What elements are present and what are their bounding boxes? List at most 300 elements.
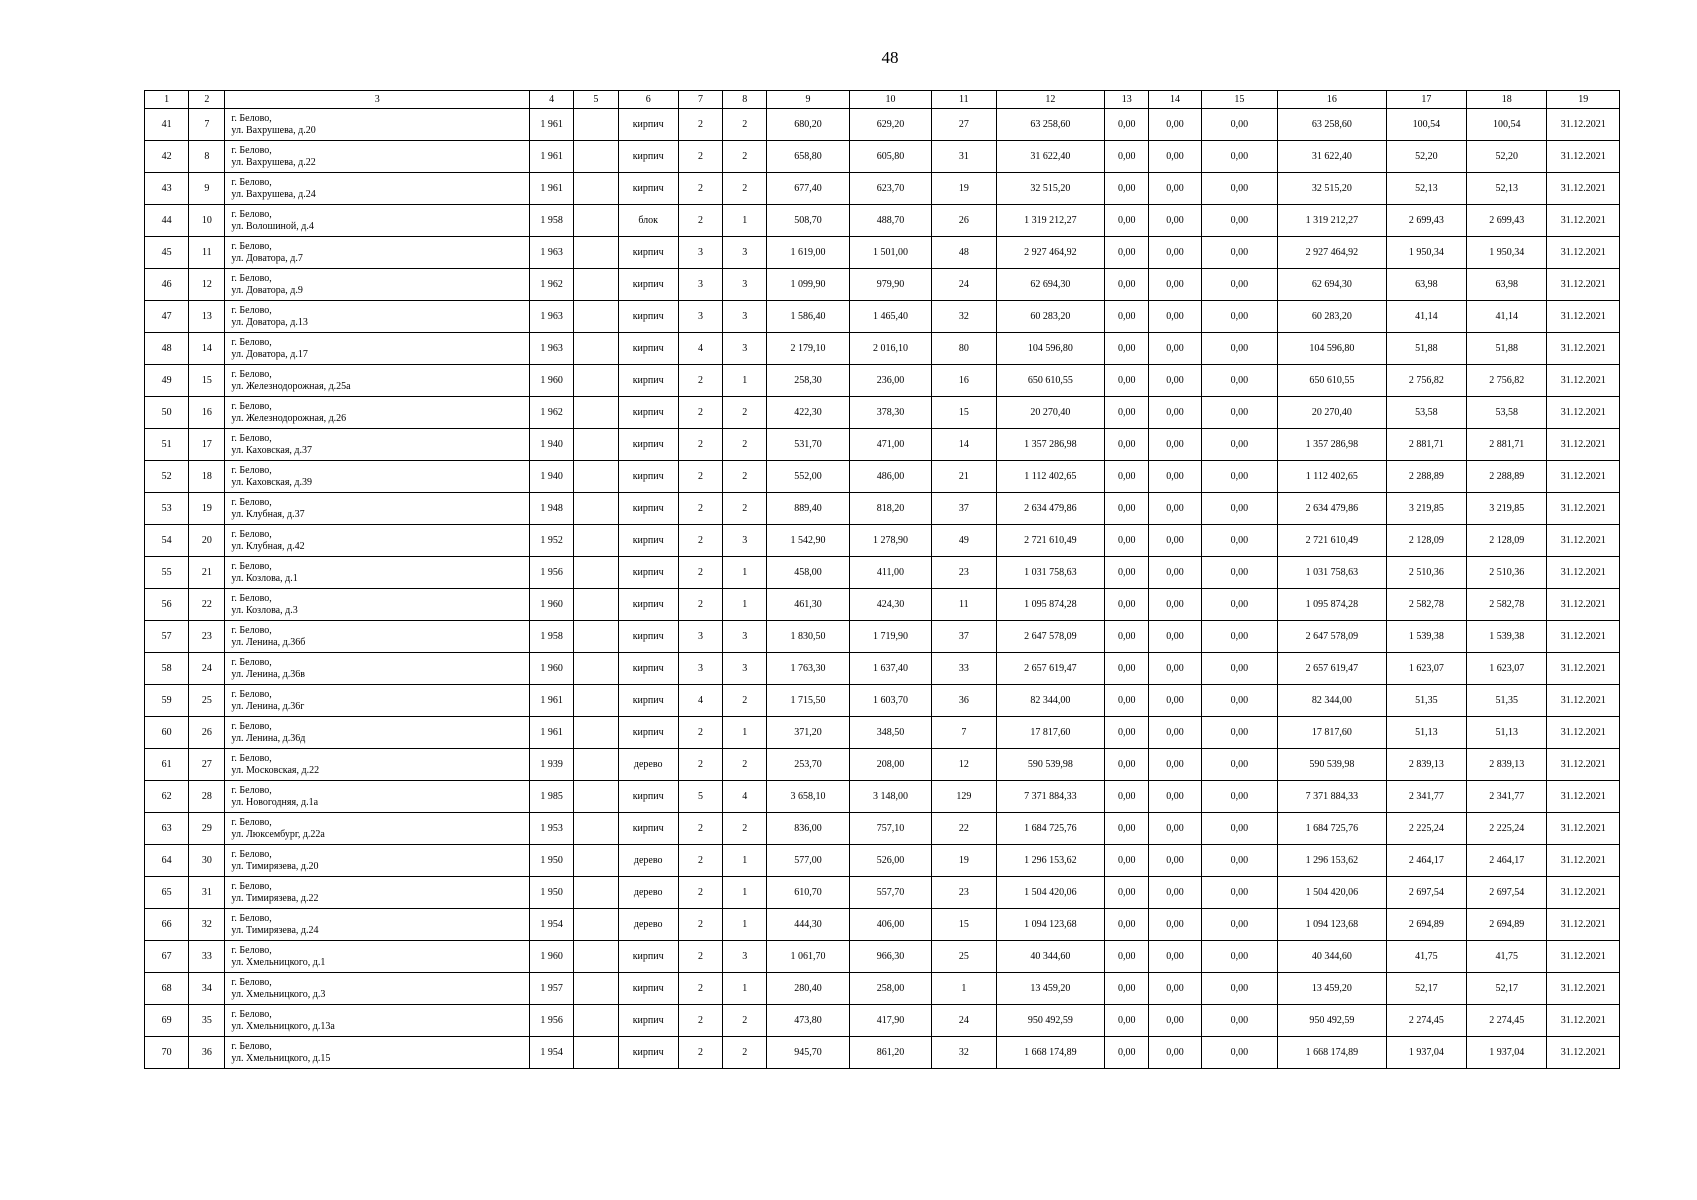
cell-col-8: 2 [723,397,767,429]
cell-col-16: 13 459,20 [1278,973,1387,1005]
address-cell [225,781,530,813]
cell-col-17: 51,88 [1386,333,1466,365]
cell-col-16: 62 694,30 [1278,269,1387,301]
cell-col-5 [574,205,618,237]
cell-col-19: 31.12.2021 [1547,1005,1620,1037]
address-city: г. Белово, [231,144,272,156]
cell-col-10: 979,90 [849,269,931,301]
cell-col-13: 0,00 [1105,1005,1149,1037]
cell-col-9: 945,70 [767,1037,849,1069]
cell-col-7: 2 [678,557,722,589]
cell-col-5 [574,909,618,941]
cell-col-5 [574,589,618,621]
cell-col-14: 0,00 [1149,941,1201,973]
cell-col-19: 31.12.2021 [1547,461,1620,493]
cell-col-11: 48 [932,237,996,269]
address-city: г. Белово, [231,560,272,572]
cell-col-11: 14 [932,429,996,461]
cell-col-19: 31.12.2021 [1547,365,1620,397]
address-street: ул. Доватора, д.17 [231,348,308,360]
cell-col-19: 31.12.2021 [1547,717,1620,749]
table-row [145,269,1620,301]
cell-col-2: 27 [189,749,225,781]
cell-col-6: кирпич [618,685,678,717]
cell-col-9: 1 542,90 [767,525,849,557]
cell-col-4: 1 960 [530,589,574,621]
cell-col-6: дерево [618,877,678,909]
cell-col-5 [574,877,618,909]
address-cell [225,941,530,973]
cell-col-12: 17 817,60 [996,717,1105,749]
cell-col-2: 24 [189,653,225,685]
cell-col-9: 1 586,40 [767,301,849,333]
cell-col-12: 1 357 286,98 [996,429,1105,461]
cell-col-8: 2 [723,685,767,717]
cell-col-14: 0,00 [1149,749,1201,781]
cell-col-8: 1 [723,589,767,621]
cell-col-10: 3 148,00 [849,781,931,813]
cell-col-6: кирпич [618,333,678,365]
cell-col-14: 0,00 [1149,397,1201,429]
cell-col-14: 0,00 [1149,237,1201,269]
address-street: ул. Козлова, д.3 [231,604,298,616]
cell-col-12: 650 610,55 [996,365,1105,397]
cell-col-8: 1 [723,845,767,877]
cell-col-11: 31 [932,141,996,173]
cell-col-4: 1 939 [530,749,574,781]
cell-col-18: 52,20 [1467,141,1547,173]
cell-col-18: 52,17 [1467,973,1547,1005]
cell-col-13: 0,00 [1105,1037,1149,1069]
cell-col-15: 0,00 [1201,493,1277,525]
cell-col-10: 348,50 [849,717,931,749]
cell-col-8: 2 [723,141,767,173]
cell-col-1: 68 [145,973,189,1005]
cell-col-16: 63 258,60 [1278,109,1387,141]
cell-col-18: 2 225,24 [1467,813,1547,845]
cell-col-17: 52,20 [1386,141,1466,173]
table-row [145,333,1620,365]
cell-col-4: 1 958 [530,205,574,237]
table-body [145,109,1620,1069]
cell-col-11: 24 [932,269,996,301]
address-street: ул. Каховская, д.37 [231,444,313,456]
cell-col-14: 0,00 [1149,173,1201,205]
cell-col-9: 577,00 [767,845,849,877]
cell-col-5 [574,1005,618,1037]
cell-col-8: 1 [723,365,767,397]
cell-col-19: 31.12.2021 [1547,109,1620,141]
cell-col-18: 3 219,85 [1467,493,1547,525]
cell-col-7: 2 [678,877,722,909]
cell-col-19: 31.12.2021 [1547,589,1620,621]
address-city: г. Белово, [231,240,272,252]
cell-col-11: 15 [932,909,996,941]
cell-col-1: 50 [145,397,189,429]
cell-col-6: кирпич [618,1005,678,1037]
cell-col-18: 51,88 [1467,333,1547,365]
cell-col-9: 658,80 [767,141,849,173]
address-city: г. Белово, [231,432,272,444]
address-cell [225,109,530,141]
cell-col-19: 31.12.2021 [1547,1037,1620,1069]
cell-col-4: 1 950 [530,845,574,877]
cell-col-16: 650 610,55 [1278,365,1387,397]
cell-col-18: 2 288,89 [1467,461,1547,493]
cell-col-5 [574,557,618,589]
table-row [145,621,1620,653]
cell-col-16: 104 596,80 [1278,333,1387,365]
cell-col-19: 31.12.2021 [1547,877,1620,909]
address-cell [225,909,530,941]
cell-col-7: 2 [678,973,722,1005]
address-cell [225,621,530,653]
cell-col-17: 2 694,89 [1386,909,1466,941]
cell-col-9: 458,00 [767,557,849,589]
cell-col-14: 0,00 [1149,845,1201,877]
table-row [145,909,1620,941]
cell-col-18: 53,58 [1467,397,1547,429]
cell-col-12: 1 031 758,63 [996,557,1105,589]
address-cell [225,141,530,173]
column-header-3: 3 [225,91,530,109]
cell-col-4: 1 956 [530,557,574,589]
cell-col-10: 861,20 [849,1037,931,1069]
address-city: г. Белово, [231,176,272,188]
cell-col-2: 7 [189,109,225,141]
cell-col-17: 2 756,82 [1386,365,1466,397]
cell-col-2: 25 [189,685,225,717]
cell-col-1: 54 [145,525,189,557]
cell-col-10: 208,00 [849,749,931,781]
address-city: г. Белово, [231,624,272,636]
address-cell [225,173,530,205]
cell-col-19: 31.12.2021 [1547,909,1620,941]
cell-col-14: 0,00 [1149,781,1201,813]
cell-col-17: 2 274,45 [1386,1005,1466,1037]
cell-col-12: 60 283,20 [996,301,1105,333]
cell-col-4: 1 953 [530,813,574,845]
cell-col-16: 20 270,40 [1278,397,1387,429]
cell-col-1: 41 [145,109,189,141]
cell-col-13: 0,00 [1105,781,1149,813]
table-row [145,237,1620,269]
address-city: г. Белово, [231,272,272,284]
cell-col-11: 36 [932,685,996,717]
cell-col-17: 3 219,85 [1386,493,1466,525]
cell-col-4: 1 961 [530,717,574,749]
column-header-4: 4 [530,91,574,109]
table-row [145,813,1620,845]
cell-col-16: 31 622,40 [1278,141,1387,173]
cell-col-14: 0,00 [1149,301,1201,333]
cell-col-10: 623,70 [849,173,931,205]
cell-col-8: 1 [723,877,767,909]
cell-col-2: 26 [189,717,225,749]
address-street: ул. Клубная, д.37 [231,508,305,520]
cell-col-6: блок [618,205,678,237]
cell-col-19: 31.12.2021 [1547,397,1620,429]
cell-col-10: 2 016,10 [849,333,931,365]
cell-col-7: 2 [678,109,722,141]
cell-col-16: 60 283,20 [1278,301,1387,333]
cell-col-13: 0,00 [1105,589,1149,621]
cell-col-15: 0,00 [1201,301,1277,333]
column-header-16: 16 [1278,91,1387,109]
address-city: г. Белово, [231,1040,272,1052]
cell-col-5 [574,429,618,461]
cell-col-12: 2 927 464,92 [996,237,1105,269]
cell-col-9: 680,20 [767,109,849,141]
cell-col-18: 51,35 [1467,685,1547,717]
address-city: г. Белово, [231,912,272,924]
cell-col-11: 24 [932,1005,996,1037]
address-cell [225,493,530,525]
address-street: ул. Новогодняя, д.1а [231,796,319,808]
cell-col-8: 3 [723,941,767,973]
cell-col-2: 28 [189,781,225,813]
cell-col-9: 461,30 [767,589,849,621]
column-header-17: 17 [1386,91,1466,109]
cell-col-2: 21 [189,557,225,589]
address-cell [225,813,530,845]
cell-col-19: 31.12.2021 [1547,301,1620,333]
cell-col-10: 966,30 [849,941,931,973]
cell-col-13: 0,00 [1105,493,1149,525]
cell-col-6: кирпич [618,941,678,973]
cell-col-1: 48 [145,333,189,365]
cell-col-14: 0,00 [1149,141,1201,173]
cell-col-13: 0,00 [1105,237,1149,269]
cell-col-8: 2 [723,493,767,525]
cell-col-18: 1 950,34 [1467,237,1547,269]
cell-col-15: 0,00 [1201,717,1277,749]
cell-col-14: 0,00 [1149,493,1201,525]
address-street: ул. Каховская, д.39 [231,476,313,488]
cell-col-15: 0,00 [1201,941,1277,973]
cell-col-1: 60 [145,717,189,749]
cell-col-15: 0,00 [1201,877,1277,909]
cell-col-8: 2 [723,1037,767,1069]
cell-col-6: дерево [618,909,678,941]
cell-col-13: 0,00 [1105,525,1149,557]
address-city: г. Белово, [231,720,272,732]
cell-col-4: 1 961 [530,141,574,173]
cell-col-19: 31.12.2021 [1547,845,1620,877]
cell-col-14: 0,00 [1149,589,1201,621]
column-header-2: 2 [189,91,225,109]
address-street: ул. Хмельницкого, д.15 [231,1052,331,1064]
cell-col-19: 31.12.2021 [1547,141,1620,173]
cell-col-6: кирпич [618,237,678,269]
cell-col-5 [574,141,618,173]
cell-col-12: 104 596,80 [996,333,1105,365]
cell-col-12: 7 371 884,33 [996,781,1105,813]
cell-col-5 [574,397,618,429]
cell-col-1: 43 [145,173,189,205]
cell-col-7: 2 [678,173,722,205]
address-street: ул. Ленина, д.36г [231,700,305,712]
cell-col-16: 590 539,98 [1278,749,1387,781]
cell-col-8: 1 [723,973,767,1005]
cell-col-16: 1 504 420,06 [1278,877,1387,909]
address-city: г. Белово, [231,944,272,956]
table-row [145,1005,1620,1037]
cell-col-11: 33 [932,653,996,685]
cell-col-9: 610,70 [767,877,849,909]
cell-col-4: 1 940 [530,429,574,461]
cell-col-15: 0,00 [1201,685,1277,717]
cell-col-11: 12 [932,749,996,781]
cell-col-16: 2 657 619,47 [1278,653,1387,685]
cell-col-7: 4 [678,685,722,717]
cell-col-1: 42 [145,141,189,173]
address-cell [225,717,530,749]
cell-col-15: 0,00 [1201,365,1277,397]
cell-col-13: 0,00 [1105,365,1149,397]
table-row [145,877,1620,909]
cell-col-15: 0,00 [1201,173,1277,205]
table-row [145,365,1620,397]
column-header-7: 7 [678,91,722,109]
cell-col-19: 31.12.2021 [1547,781,1620,813]
cell-col-4: 1 963 [530,333,574,365]
address-street: ул. Хмельницкого, д.3 [231,988,326,1000]
cell-col-10: 818,20 [849,493,931,525]
cell-col-19: 31.12.2021 [1547,205,1620,237]
address-cell [225,1005,530,1037]
cell-col-12: 1 504 420,06 [996,877,1105,909]
cell-col-17: 2 341,77 [1386,781,1466,813]
cell-col-15: 0,00 [1201,813,1277,845]
cell-col-12: 2 721 610,49 [996,525,1105,557]
cell-col-8: 1 [723,205,767,237]
cell-col-6: кирпич [618,429,678,461]
cell-col-4: 1 962 [530,269,574,301]
cell-col-13: 0,00 [1105,685,1149,717]
cell-col-7: 2 [678,1037,722,1069]
cell-col-10: 488,70 [849,205,931,237]
cell-col-4: 1 960 [530,365,574,397]
cell-col-6: дерево [618,749,678,781]
cell-col-7: 2 [678,589,722,621]
address-city: г. Белово, [231,496,272,508]
cell-col-1: 65 [145,877,189,909]
address-street: ул. Тимирязева, д.22 [231,892,319,904]
cell-col-15: 0,00 [1201,397,1277,429]
cell-col-15: 0,00 [1201,845,1277,877]
cell-col-9: 1 061,70 [767,941,849,973]
cell-col-9: 422,30 [767,397,849,429]
cell-col-1: 66 [145,909,189,941]
address-street: ул. Клубная, д.42 [231,540,305,552]
cell-col-15: 0,00 [1201,205,1277,237]
table-row [145,717,1620,749]
cell-col-11: 26 [932,205,996,237]
address-city: г. Белово, [231,304,272,316]
cell-col-6: кирпич [618,525,678,557]
cell-col-5 [574,493,618,525]
cell-col-9: 508,70 [767,205,849,237]
cell-col-18: 1 937,04 [1467,1037,1547,1069]
cell-col-9: 253,70 [767,749,849,781]
cell-col-15: 0,00 [1201,525,1277,557]
address-street: ул. Московская, д.22 [231,764,320,776]
table-row [145,109,1620,141]
cell-col-4: 1 961 [530,109,574,141]
table-row [145,141,1620,173]
cell-col-10: 1 465,40 [849,301,931,333]
cell-col-18: 2 128,09 [1467,525,1547,557]
address-street: ул. Люксембург, д.22а [231,828,325,840]
cell-col-9: 836,00 [767,813,849,845]
cell-col-7: 2 [678,493,722,525]
cell-col-14: 0,00 [1149,685,1201,717]
cell-col-17: 2 582,78 [1386,589,1466,621]
cell-col-16: 2 634 479,86 [1278,493,1387,525]
table-row [145,493,1620,525]
cell-col-18: 2 756,82 [1467,365,1547,397]
cell-col-13: 0,00 [1105,973,1149,1005]
cell-col-8: 1 [723,909,767,941]
cell-col-19: 31.12.2021 [1547,237,1620,269]
cell-col-17: 2 839,13 [1386,749,1466,781]
cell-col-8: 2 [723,429,767,461]
cell-col-2: 34 [189,973,225,1005]
cell-col-10: 471,00 [849,429,931,461]
table-row [145,749,1620,781]
cell-col-17: 2 288,89 [1386,461,1466,493]
cell-col-4: 1 952 [530,525,574,557]
cell-col-11: 22 [932,813,996,845]
cell-col-4: 1 960 [530,653,574,685]
cell-col-13: 0,00 [1105,653,1149,685]
cell-col-9: 258,30 [767,365,849,397]
cell-col-14: 0,00 [1149,1037,1201,1069]
address-street: ул. Ленина, д.36в [231,668,305,680]
cell-col-5 [574,461,618,493]
cell-col-7: 3 [678,269,722,301]
cell-col-7: 2 [678,749,722,781]
address-cell [225,685,530,717]
cell-col-11: 7 [932,717,996,749]
cell-col-4: 1 957 [530,973,574,1005]
cell-col-2: 11 [189,237,225,269]
cell-col-7: 2 [678,141,722,173]
cell-col-2: 32 [189,909,225,941]
cell-col-17: 41,75 [1386,941,1466,973]
cell-col-5 [574,653,618,685]
cell-col-19: 31.12.2021 [1547,685,1620,717]
cell-col-18: 41,14 [1467,301,1547,333]
cell-col-15: 0,00 [1201,909,1277,941]
cell-col-12: 1 668 174,89 [996,1037,1105,1069]
cell-col-8: 2 [723,109,767,141]
address-city: г. Белово, [231,656,272,668]
cell-col-12: 950 492,59 [996,1005,1105,1037]
cell-col-6: кирпич [618,269,678,301]
cell-col-4: 1 963 [530,301,574,333]
cell-col-18: 41,75 [1467,941,1547,973]
cell-col-1: 49 [145,365,189,397]
address-city: г. Белово, [231,464,272,476]
cell-col-6: кирпич [618,461,678,493]
cell-col-8: 2 [723,173,767,205]
cell-col-13: 0,00 [1105,173,1149,205]
cell-col-11: 19 [932,173,996,205]
cell-col-1: 51 [145,429,189,461]
cell-col-1: 61 [145,749,189,781]
